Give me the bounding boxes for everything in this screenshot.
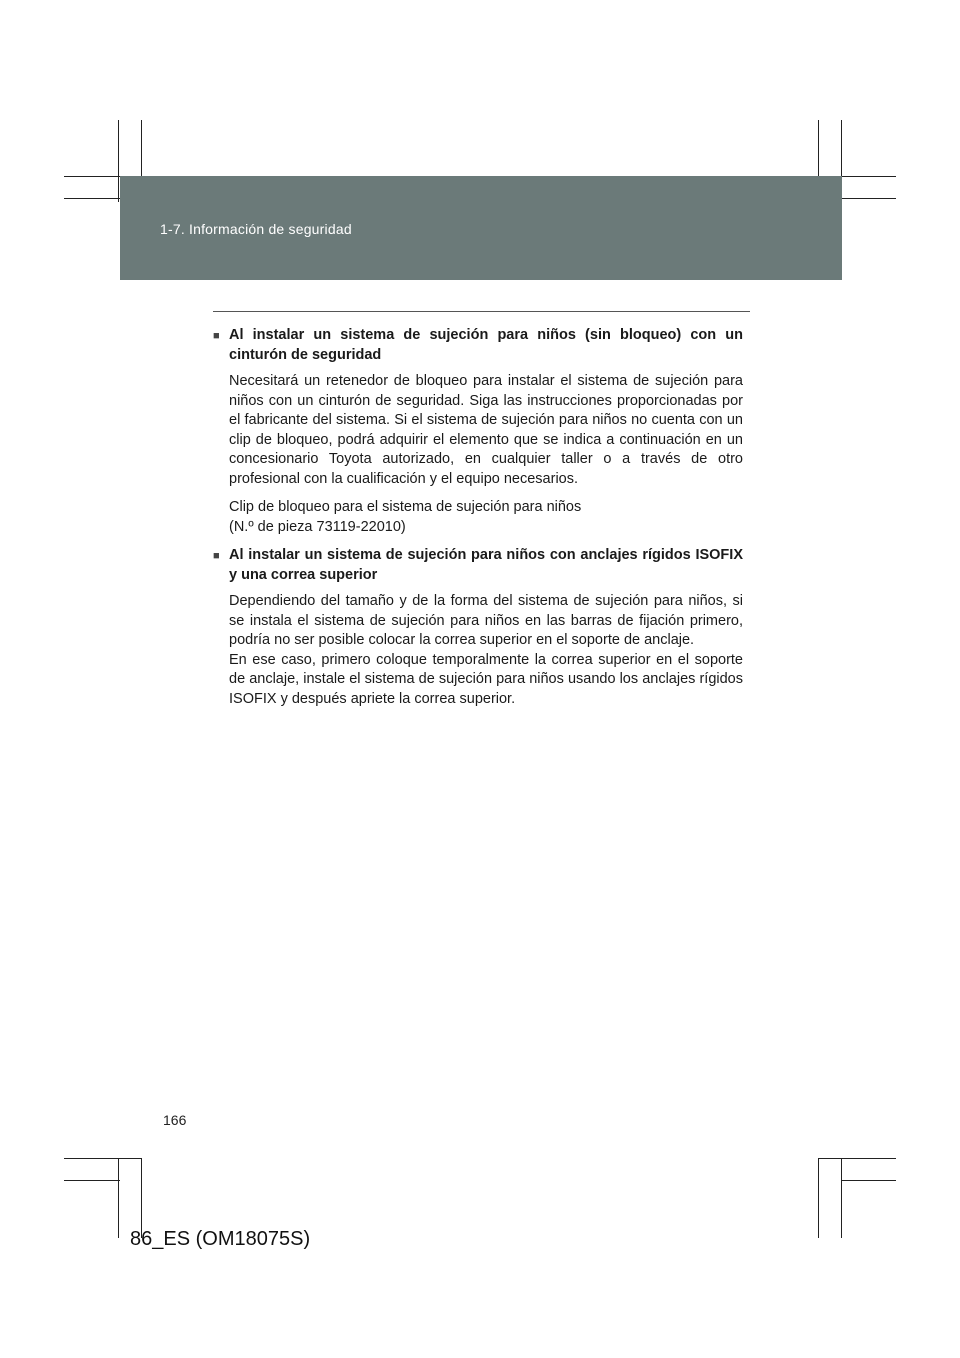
crop-mark — [64, 176, 120, 177]
crop-mark — [841, 1158, 842, 1238]
item-paragraph: Clip de bloqueo para el sistema de sujeción para niños (N.º de pieza 73119-22010) — [229, 499, 582, 535]
item-paragraph: Necesitará un retenedor de bloqueo para instalar el sistema de sujeción para niños con un cinturón de seguridad. Siga las instrucciones proporcionadas por el fabricante del sistema. Si el sistema de sujeción para niños no cuenta con un clip de bloqueo, podrá adquirir el elemento que se indica a continuación en un concesionario Toyota autorizado, en cualquier taller o a través de otro profesional con la cualificación y el equipo necesarios. — [229, 373, 743, 487]
document-code: 86_ES (OM18075S) — [130, 1228, 311, 1250]
item-heading-text: Al instalar un sistema de sujeción para niños con anclajes rígidos ISOFIX y una correa superior — [229, 547, 743, 583]
main-content — [213, 326, 743, 718]
crop-mark — [842, 176, 896, 177]
crop-mark — [818, 1158, 896, 1159]
crop-mark — [64, 1158, 142, 1159]
square-bullet-icon: ■ — [213, 550, 220, 562]
crop-mark — [818, 1158, 819, 1238]
crop-mark — [118, 1158, 119, 1238]
info-item — [213, 326, 743, 537]
section-header — [120, 176, 842, 280]
divider-rule — [213, 311, 750, 312]
info-item — [213, 546, 743, 709]
item-heading-text: Al instalar un sistema de sujeción para niños (sin bloqueo) con un cinturón de seguridad — [229, 327, 743, 363]
item-paragraph: Dependiendo del tamaño y de la forma del sistema de sujeción para niños, si se instala el sistema de sujeción para niños en las barras de fijación primero, podría no ser posible colocar la correa superior en el soporte de anclaje. En ese caso, primero coloque temporalmente la correa superior en el soporte de anclaje, instale el sistema de sujeción para niños usando los anclajes rígidos ISOFIX y después apriete la correa superior. — [229, 593, 743, 707]
page-number: 166 — [163, 1112, 187, 1128]
crop-mark — [64, 198, 120, 199]
crop-mark — [141, 1158, 142, 1238]
crop-mark — [118, 120, 119, 202]
crop-mark — [842, 1180, 896, 1181]
crop-mark — [842, 198, 896, 199]
item-heading — [213, 546, 743, 585]
square-bullet-icon: ■ — [213, 330, 220, 342]
crop-mark — [64, 1180, 120, 1181]
item-heading — [213, 326, 743, 365]
section-title: 1-7. Información de seguridad — [160, 221, 352, 237]
